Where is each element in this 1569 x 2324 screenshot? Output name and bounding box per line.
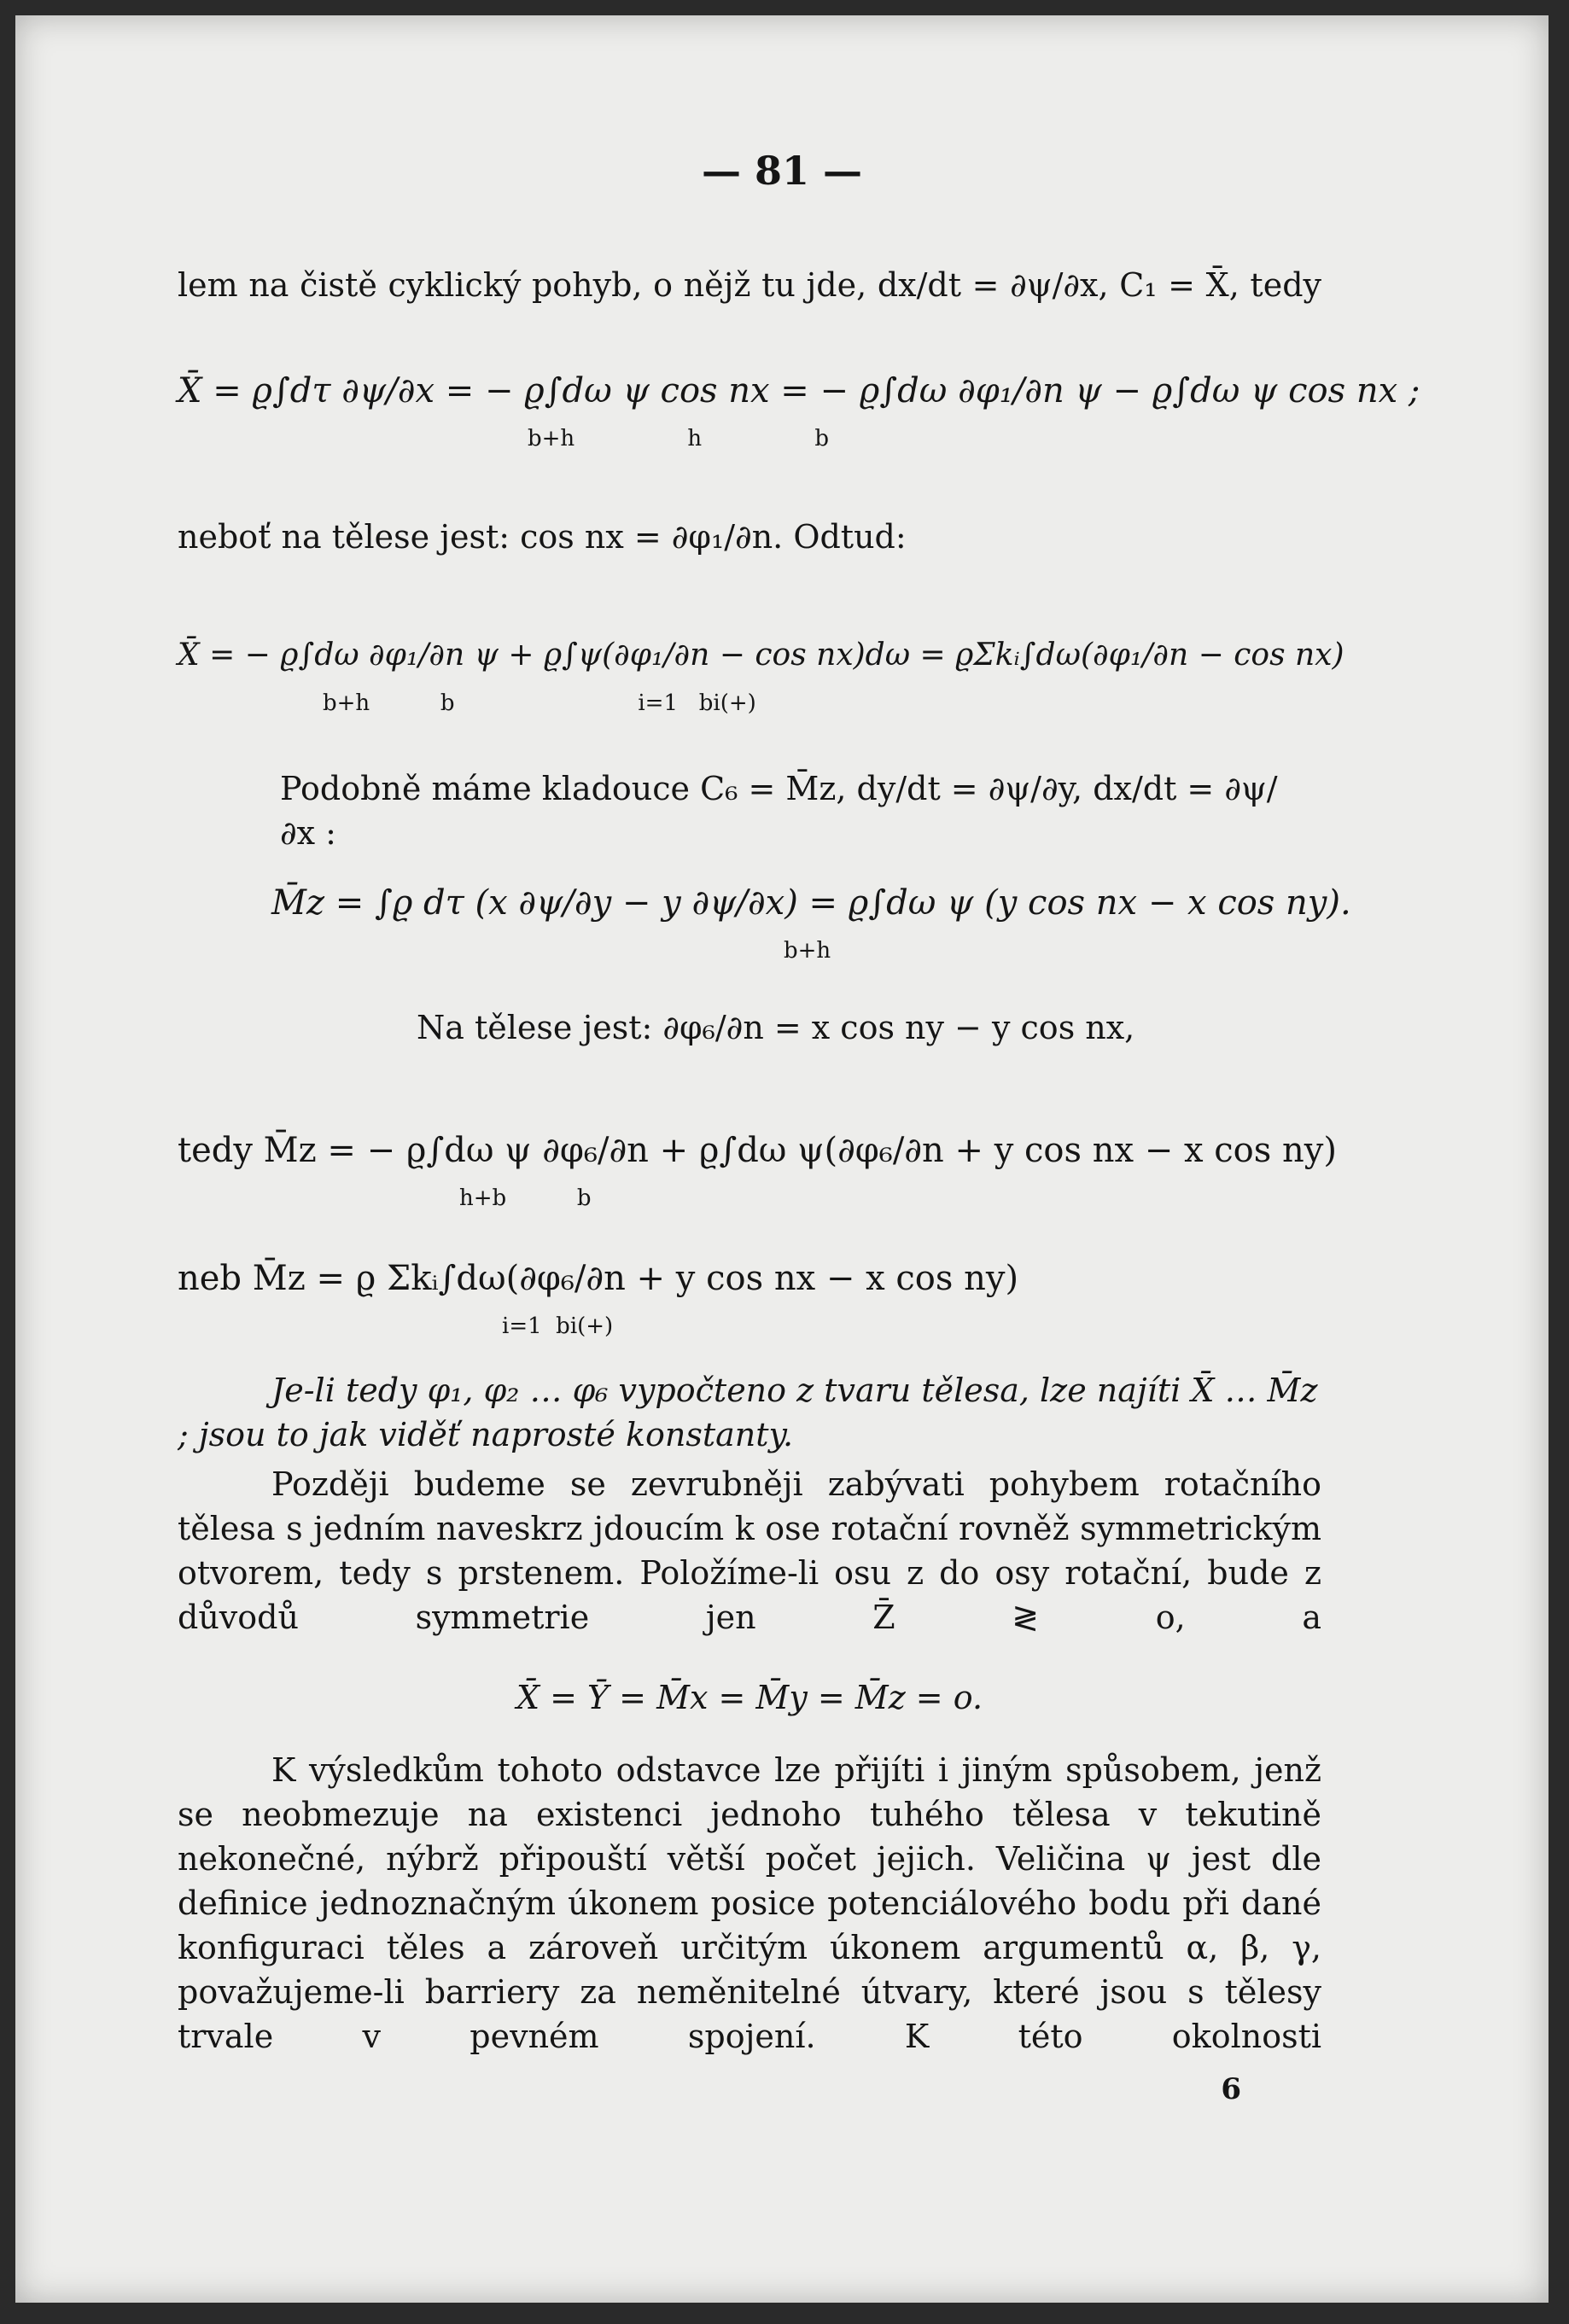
equation-2-subscripts: b+h b i=1 bi(+) xyxy=(323,690,756,716)
equation-3-subscripts: b+h xyxy=(784,938,831,964)
paragraph-1: Je-li tedy φ₁, φ₂ … φ₆ vypočteno z tvaru tělesa, lze najíti X̄ … M̄z ; jsou to jak viděť naprosté konstanty. xyxy=(178,1372,1318,1453)
line-3: Podobně máme kladouce C₆ = M̄z, dy/dt = ∂ψ/∂y, dx/dt = ∂ψ/∂x : xyxy=(280,770,1278,852)
line-1: lem na čistě cyklický pohyb, o nějž tu jde, dx/dt = ∂ψ/∂x, C₁ = X̄, tedy xyxy=(178,266,1321,304)
equation-4-subscripts: h+b b xyxy=(459,1185,592,1211)
equation-5-subscripts: i=1 bi(+) xyxy=(502,1313,614,1339)
equation-5: neb M̄z = ϱ Σkᵢ∫dω(∂φ₆/∂n + y cos nx − x cos ny) xyxy=(178,1259,1019,1298)
equation-2: X̄ = − ϱ∫dω ∂φ₁/∂n ψ + ϱ∫ψ(∂φ₁/∂n − cos nx)dω = ϱΣkᵢ∫dω(∂φ₁/∂n − cos nx) xyxy=(178,638,1344,673)
equation-6: X̄ = Ȳ = M̄x = M̄y = M̄z = o. xyxy=(516,1679,983,1716)
line-4: Na tělese jest: ∂φ₆/∂n = x cos ny − y cos nx, xyxy=(417,1009,1135,1046)
line-2: neboť na tělese jest: cos nx = ∂φ₁/∂n. Odtud: xyxy=(178,518,907,556)
page xyxy=(15,15,1549,2303)
page-number: — 81 — xyxy=(701,148,863,194)
page-signature: 6 xyxy=(1221,2072,1241,2106)
equation-1-subscripts: b+h h b xyxy=(528,426,830,451)
equation-1: X̄ = ϱ∫dτ ∂ψ/∂x = − ϱ∫dω ψ cos nx = − ϱ∫dω ∂φ₁/∂n ψ − ϱ∫dω ψ cos nx ; xyxy=(178,371,1420,411)
paragraph-3: K výsledkům tohoto odstavce lze přijíti i jiným spůsobem, jenž se neobmezuje na existenci jednoho tuhého tělesa v tekutině nekonečné, nýbrž připouští větší počet jejich. Veličina ψ jest dle definice jednoznačným úkonem posice potenciálového bodu při dané konfiguraci těles a zároveň určitým úkonem argumentů α, β, γ, považujeme-li barriery za neměnitelné útvary, které jsou s tělesy trvale v pevném spojení. K této okolnosti xyxy=(178,1751,1321,2055)
paragraph-2: Později budeme se zevrubněji zabývati pohybem rotačního tělesa s jedním naveskrz jdoucím k ose rotační rovněž symmetrickým otvorem, tedy s prstenem. Položíme-li osu z do osy rotační, bude z důvodů symmetrie jen Z̄ ≷ o, a xyxy=(178,1465,1321,1636)
equation-3: M̄z = ∫ϱ dτ (x ∂ψ/∂y − y ∂ψ/∂x) = ϱ∫dω ψ (y cos nx − x cos ny). xyxy=(271,883,1351,923)
equation-4: tedy M̄z = − ϱ∫dω ψ ∂φ₆/∂n + ϱ∫dω ψ(∂φ₆/∂n + y cos nx − x cos ny) xyxy=(178,1131,1337,1170)
